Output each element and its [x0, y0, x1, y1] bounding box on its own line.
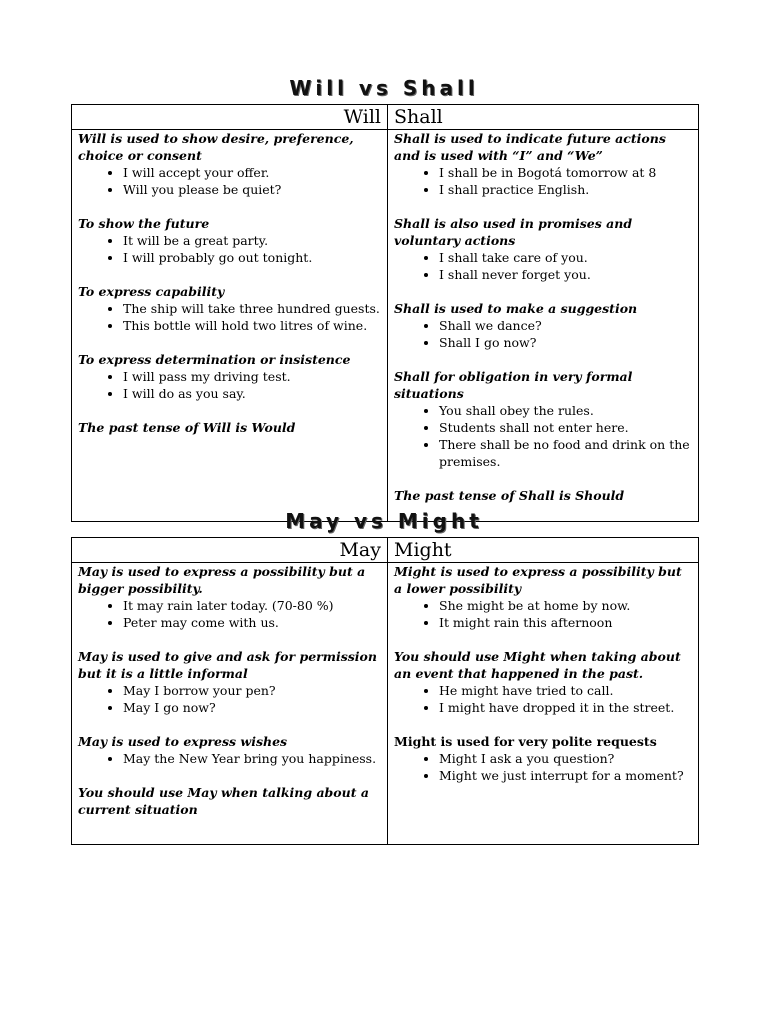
example-item: • I shall take care of you.	[439, 249, 692, 266]
example-item: • Shall I go now?	[439, 334, 692, 351]
example-item: • I might have dropped it in the street.	[439, 699, 692, 716]
example-item: • Shall we dance?	[439, 317, 692, 334]
may-column-header: May	[72, 538, 388, 563]
example-item: • I will probably go out tonight.	[123, 249, 381, 266]
example-item: • You shall obey the rules.	[439, 402, 692, 419]
example-item: • It might rain this afternoon	[439, 614, 692, 631]
usage-heading: You should use Might when taking about an event that happened in the past.	[394, 649, 681, 681]
example-item: • Students shall not enter here.	[439, 419, 692, 436]
example-item: • I shall be in Bogotá tomorrow at 8	[439, 164, 692, 181]
example-item: • May I borrow your pen?	[123, 682, 381, 699]
usage-heading: Shall for obligation in very formal situations	[394, 369, 633, 401]
example-item: • It may rain later today. (70-80 %)	[123, 597, 381, 614]
shall-cell	[388, 130, 699, 522]
usage-heading: Shall is also used in promises and voluntary actions	[394, 216, 633, 248]
example-list	[78, 300, 381, 334]
usage-heading: May is used to give and ask for permission but it is a little informal	[78, 649, 377, 681]
example-item: • I will accept your offer.	[123, 164, 381, 181]
example-item: • It will be a great party.	[123, 232, 381, 249]
will-shall-table	[71, 104, 699, 522]
usage-heading: The past tense of Will is Would	[78, 420, 296, 435]
example-item: • I shall never forget you.	[439, 266, 692, 283]
might-cell	[388, 563, 699, 845]
may-might-table	[71, 537, 699, 845]
usage-block	[78, 784, 381, 818]
will-vs-shall-title: Will vs Shall	[289, 76, 479, 100]
usage-block	[78, 563, 381, 631]
example-item: • Peter may come with us.	[123, 614, 381, 631]
usage-heading: May is used to express wishes	[78, 734, 288, 749]
usage-heading: Will is used to show desire, preference, choice or consent	[78, 131, 354, 163]
example-list	[78, 164, 381, 198]
may-vs-might-title: May vs Might	[285, 509, 483, 533]
usage-heading: Might is used for very polite requests	[394, 734, 657, 749]
example-list	[78, 750, 381, 767]
example-item: • The ship will take three hundred guests.	[123, 300, 381, 317]
table-body-row	[72, 563, 699, 845]
table-header-row	[72, 105, 699, 130]
usage-block	[78, 283, 381, 334]
usage-block	[394, 368, 692, 470]
example-item: • She might be at home by now.	[439, 597, 692, 614]
example-item: • May I go now?	[123, 699, 381, 716]
will-column-header: Will	[72, 105, 388, 130]
example-list	[78, 682, 381, 716]
example-item: • There shall be no food and drink on the premises.	[439, 436, 692, 470]
example-list	[394, 317, 692, 351]
usage-heading: May is used to express a possibility but a bigger possibility.	[78, 564, 366, 596]
may-cell	[72, 563, 388, 845]
usage-block	[78, 130, 381, 198]
usage-block	[394, 215, 692, 283]
example-item: • I shall practice English.	[439, 181, 692, 198]
usage-heading: You should use May when talking about a current situation	[78, 785, 369, 817]
example-item: • I will pass my driving test.	[123, 368, 381, 385]
example-item: • Will you please be quiet?	[123, 181, 381, 198]
usage-heading: Shall is used to make a suggestion	[394, 301, 638, 316]
will-cell	[72, 130, 388, 522]
usage-block	[78, 419, 381, 436]
usage-block	[394, 648, 692, 716]
example-list	[394, 597, 692, 631]
usage-block	[394, 733, 692, 784]
usage-heading: To express determination or insistence	[78, 352, 351, 367]
usage-block	[394, 563, 692, 631]
usage-block	[78, 733, 381, 767]
table-body-row	[72, 130, 699, 522]
example-item: • Might we just interrupt for a moment?	[439, 767, 692, 784]
example-list	[78, 368, 381, 402]
example-item: • May the New Year bring you happiness.	[123, 750, 381, 767]
usage-block	[394, 130, 692, 198]
example-list	[78, 232, 381, 266]
example-item: • Might I ask a you question?	[439, 750, 692, 767]
example-item: • I will do as you say.	[123, 385, 381, 402]
example-list	[394, 249, 692, 283]
example-list	[394, 682, 692, 716]
table-header-row	[72, 538, 699, 563]
usage-block	[78, 648, 381, 716]
usage-block	[394, 487, 692, 504]
usage-block	[394, 300, 692, 351]
usage-block	[78, 215, 381, 266]
usage-heading: To show the future	[78, 216, 210, 231]
usage-heading: Shall is used to indicate future actions and is used with “I” and “We”	[394, 131, 666, 163]
usage-block	[78, 351, 381, 402]
example-list	[394, 750, 692, 784]
example-list	[394, 164, 692, 198]
might-column-header: Might	[388, 538, 699, 563]
example-item: • This bottle will hold two litres of wine.	[123, 317, 381, 334]
shall-column-header: Shall	[388, 105, 699, 130]
example-list	[394, 402, 692, 470]
example-item: • He might have tried to call.	[439, 682, 692, 699]
example-list	[78, 597, 381, 631]
usage-heading: To express capability	[78, 284, 225, 299]
usage-heading: The past tense of Shall is Should	[394, 488, 625, 503]
usage-heading: Might is used to express a possibility but a lower possibility	[394, 564, 682, 596]
